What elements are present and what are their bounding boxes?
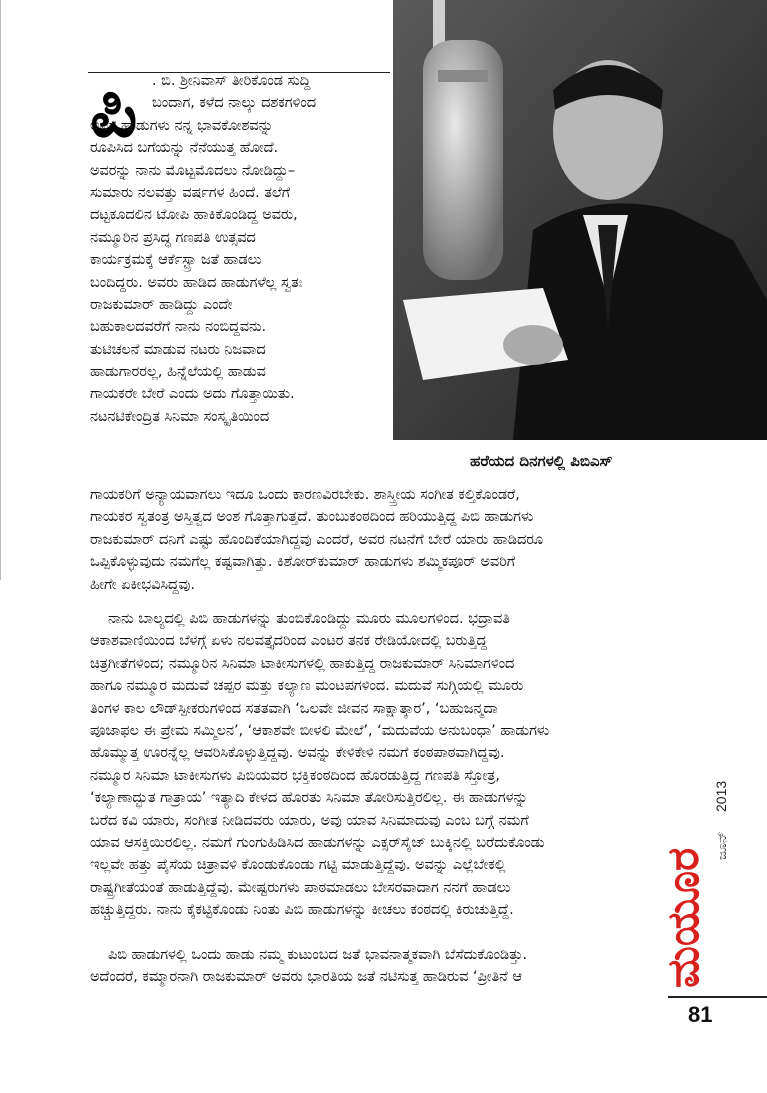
text-line: ಗಾಯಕರಿಗೆ ಅನ್ಯಾಯವಾಗಲು ಇದೂ ಒಂದು ಕಾರಣವಿರಬೇಕು. ಶಾಸ್ತ್ರೀಯ ಸಂಗೀತ ಕಲ್ತಿಕೊಂಡರೆ, <box>90 487 520 503</box>
text-line: ಹೊಮ್ಮುತ್ತ ಊರನ್ನೆಲ್ಲ ಆವರಿಸಿಕೊಳ್ಳುತ್ತಿದ್ದವು. ಅವನ್ನು ಕೇಳಿಕೇಳಿ ನಮಗೆ ಕಂಠಪಾಠವಾಗಿದ್ದವು. <box>90 745 505 762</box>
text-line: ಗಾಯಕರೇ ಬೇರೆ ಎಂದು ಅದು ಗೊತ್ತಾಯಿತು. <box>90 386 295 403</box>
paragraph-1-column <box>90 115 390 428</box>
text-line: ಹಚ್ಚುತ್ತಿದ್ದರು. ನಾನು ಕೈಕಟ್ಟಿಕೊಂಡು ನಿಂತು ಪಿಬಿ ಹಾಡುಗಳನ್ನು ಕೀಚಲು ಕಂಠದಲ್ಲಿ ಕಿರುಚುತ್ತಿದ್ದೆ. <box>90 902 514 919</box>
text-line: ‘ಕಲ್ಯಾಣಾದ್ಭುತ ಗಾತ್ರಾಯ’ ಇತ್ಯಾದಿ ಕೇಳದ ಹೊರತು ಸಿನಿಮಾ ತೋರಿಸುತ್ತಿರಲಿಲ್ಲ. ಈ ಹಾಡುಗಳನ್ನು <box>90 790 528 807</box>
photo-illustration <box>393 0 767 440</box>
text-line: ಬಹುಕಾಲದವರೆಗೆ ನಾನು ನಂಬಿದ್ದವನು. <box>90 319 267 336</box>
text-line: . ಬಿ. ಶ್ರೀನಿವಾಸ್ ತೀರಿಕೊಂಡ ಸುದ್ದಿ <box>152 73 311 89</box>
text-line: ಇಲ್ಲವೇ ಹತ್ತು ಪೈಸೆಯ ಚಿತ್ರಾವಳಿ ಕೊಂಡುಕೊಂಡು ಗಟ್ಟಿ ಮಾಡುತ್ತಿದ್ದೆವು. ಅವನ್ನು ಎಲ್ಲೆಬೇಕಲ್ಲಿ <box>90 857 506 874</box>
text-line: ಬಂದಾಗ, ಕಳೆದ ನಾಲ್ಕು ದಶಕಗಳಿಂದ <box>152 95 317 112</box>
photo-caption: ಹರೆಯದ ದಿನಗಳಲ್ಲಿ ಪಿಬಿಎಸ್ <box>470 452 613 470</box>
text-line: ಗಾಯಕರ ಸ್ವತಂತ್ರ ಅಸ್ತಿತ್ವದ ಅಂಶ ಗೊತ್ತಾಗುತ್ತದೆ. ತುಂಬುಕಂಠದಿಂದ ಹರಿಯುತ್ತಿದ್ದ ಪಿಬಿ ಹಾಡುಗಳು <box>90 509 534 526</box>
text-line: ಅವರನ್ನು ನಾನು ಮೊಟ್ಟಮೊದಲು ನೋಡಿದ್ದು– <box>90 162 296 179</box>
text-line: ನಟನಟಿಕೇಂದ್ರಿತ ಸಿನಿಮಾ ಸಂಸ್ಕೃತಿಯಿಂದ <box>90 408 270 425</box>
issue-year: 2013 <box>713 780 729 812</box>
text-line: ರಾಜಕುಮಾರ್ ದನಿಗೆ ಎಷ್ಟು ಹೊಂದಿಕೆಯಾಗಿದ್ದವು ಎಂದರೆ, ಅವರ ನಟನೆಗೆ ಬೇರೆ ಯಾರು ಹಾಡಿದರೂ <box>90 531 544 548</box>
text-line: ಹಾಡುಗಾರರಲ್ಲ, ಹಿನ್ನೆಲೆಯಲ್ಲಿ ಹಾಡುವ <box>90 364 266 381</box>
magazine-logo: ಮಯೂರ <box>660 847 709 988</box>
paragraph-2 <box>90 608 670 921</box>
text-line: ರೂಪಿಸಿದ ಬಗೆಯನ್ನು ನೆನೆಯುತ್ತ ಹೋದೆ. <box>90 140 279 157</box>
text-line: ಆಕಾಶವಾಣಿಯಿಂದ ಬೆಳಗ್ಗೆ ಏಳು ನಲವತ್ತೈದರಿಂದ ಎಂಟರ ತನಕ ರೇಡಿಯೋದಲ್ಲಿ ಬರುತ್ತಿದ್ದ <box>90 633 488 650</box>
paragraph-1-continued <box>90 484 670 596</box>
text-line: ನಮ್ಮೂರಿನ ಪ್ರಸಿದ್ಧ ಗಣಪತಿ ಉತ್ಸವದ <box>90 229 256 246</box>
text-line: ಬಂದಿದ್ದರು. ಅವರು ಹಾಡಿದ ಹಾಡುಗಳೆಲ್ಲ ಸ್ವತಃ <box>90 274 303 291</box>
text-line: ದಟ್ಟಕೂದಲಿನ ಟೋಪಿ ಹಾಕಿಕೊಂಡಿದ್ದ ಅವರು, <box>90 207 298 224</box>
magazine-brand <box>660 740 760 990</box>
text-line: ತಿಂಗಳ ಕಾಲ ಲೌಡ್‌ಸ್ಪೀಕರುಗಳಿಂದ ಸತತವಾಗಿ ‘ಒಲವೇ ಜೀವನ ಸಾಕ್ಷಾತ್ಕಾರ’, ‘ಬಹುಜನ್ಮದಾ <box>90 700 498 717</box>
text-line: ಒಪ್ಪಿಕೊಳ್ಳುವುದು ನಮಗೆಲ್ಲ ಕಷ್ಟವಾಗಿತ್ತು. ಕಿಶೋರ್‌ಕುಮಾರ್ ಹಾಡುಗಳು ಶಮ್ಮಿಕಪೂರ್ ಅವರಿಗೆ <box>90 554 516 571</box>
paragraph-3 <box>90 944 670 989</box>
text-line: ಅವರ ಹಾಡುಗಳು ನನ್ನ ಭಾವಕೋಶವನ್ನು <box>90 117 274 134</box>
drop-cap: ಪಿ <box>90 68 138 154</box>
text-line: ಬರೆದ ಕವಿ ಯಾರು, ಸಂಗೀತ ನೀಡಿದವರು ಯಾರು, ಅವು ಯಾವ ಸಿನಿಮಾದುವು ಎಂಬ ಬಗ್ಗೆ ನಮಗೆ <box>90 812 529 829</box>
page-number-rule <box>668 996 767 998</box>
margin-rule <box>0 0 1 580</box>
singer-photo <box>393 0 767 440</box>
text-line: ಪಿಬಿ ಹಾಡುಗಳಲ್ಲಿ ಒಂದು ಹಾಡು ನಮ್ಮ ಕುಟುಂಬದ ಜತೆ ಭಾವನಾತ್ಮಕವಾಗಿ ಬೆಸೆದುಕೊಂಡಿತ್ತು. <box>108 947 528 963</box>
text-line: ಹೀಗೇ ಏಕೀಭವಿಸಿದ್ದವು. <box>90 576 195 593</box>
text-line: ನಾನು ಬಾಲ್ಯದಲ್ಲಿ ಪಿಬಿ ಹಾಡುಗಳನ್ನು ತುಂಬಿಕೊಂಡಿದ್ದು ಮೂರು ಮೂಲಗಳಿಂದ. ಭದ್ರಾವತಿ <box>108 611 510 627</box>
text-line: ನಮ್ಮೂರ ಸಿನಿಮಾ ಟಾಕೀಸುಗಳು ಪಿಬಿಯವರ ಭಕ್ತಿಕಂಠದಿಂದ ಹೊರಡುತ್ತಿದ್ದ ಗಣಪತಿ ಸ್ತೋತ್ರ, <box>90 767 500 784</box>
text-line: ರಾಜಕುಮಾರ್ ಹಾಡಿದ್ದು ಎಂದೇ <box>90 296 233 313</box>
text-line: ತುಟಿಚಲನೆ ಮಾಡುವ ನಟರು ನಿಜವಾದ <box>90 341 266 358</box>
text-line: ಚಿತ್ರಗೀತೆಗಳಿಂದ; ನಮ್ಮೂರಿನ ಸಿನಿಮಾ ಟಾಕೀಸುಗಳಲ್ಲಿ ಹಾಕುತ್ತಿದ್ದ ರಾಜಕುಮಾರ್ ಸಿನಿಮಾಗಳಿಂದ <box>90 655 515 672</box>
text-line: ಕಾರ್ಯಕ್ರಮಕ್ಕೆ ಆರ್ಕೆಸ್ಟ್ರಾ ಜತೆ ಹಾಡಲು <box>90 252 262 269</box>
page-number: 81 <box>688 1002 713 1027</box>
text-line: ಪೂಜಾಫಲ ಈ ಪ್ರೇಮ ಸಮ್ಮಿಲನ’, ‘ಆಕಾಶವೇ ಬೀಳಲಿ ಮೇಲೆ’, ‘ಮದುವೆಯ ಅನುಬಂಧಾ’ ಹಾಡುಗಳು <box>90 722 550 739</box>
brand-svg <box>660 740 760 990</box>
text-line: ರಾಷ್ಟ್ರಗೀತೆಯಂತೆ ಹಾಡುತ್ತಿದ್ದೆವು. ಮೇಷ್ಟರುಗಳು ಪಾಠಮಾಡಲು ಬೇಸರವಾದಾಗ ನನಗೆ ಹಾಡಲು <box>90 879 511 896</box>
text-line: ಸುಮಾರು ನಲವತ್ತು ವರ್ಷಗಳ ಹಿಂದೆ. ತಲೆಗೆ <box>90 184 291 201</box>
text-line: ಹಾಗೂ ನಮ್ಮೂರ ಮದುವೆ ಚಪ್ಪರ ಮತ್ತು ಕಲ್ಯಾಣ ಮಂಟಪಗಳಿಂದ. ಮದುವೆ ಸುಗ್ಗಿಯಲ್ಲಿ ಮೂರು <box>90 678 524 695</box>
issue-month: ಜೂನ್ <box>715 831 730 860</box>
text-line: ಅದೆಂದರೆ, ಕಮ್ಮಾರನಾಗಿ ರಾಜಕುಮಾರ್ ಅವರು ಭಾರತಿಯ ಜತೆ ನಟಿಸುತ್ತ ಹಾಡಿರುವ ‘ಪ್ರೀತಿನೆ ಆ <box>90 969 522 986</box>
text-line: ಯಾವ ಆಸಕ್ತಿಯಿರಲಿಲ್ಲ. ನಮಗೆ ಗುಂಗುಹಿಡಿಸಿದ ಹಾಡುಗಳನ್ನು ಎಕ್ಸರ್‌ಸೈಜ್ ಬುಕ್ಕಿನಲ್ಲಿ ಬರೆದುಕೊಂಡು <box>90 834 545 851</box>
